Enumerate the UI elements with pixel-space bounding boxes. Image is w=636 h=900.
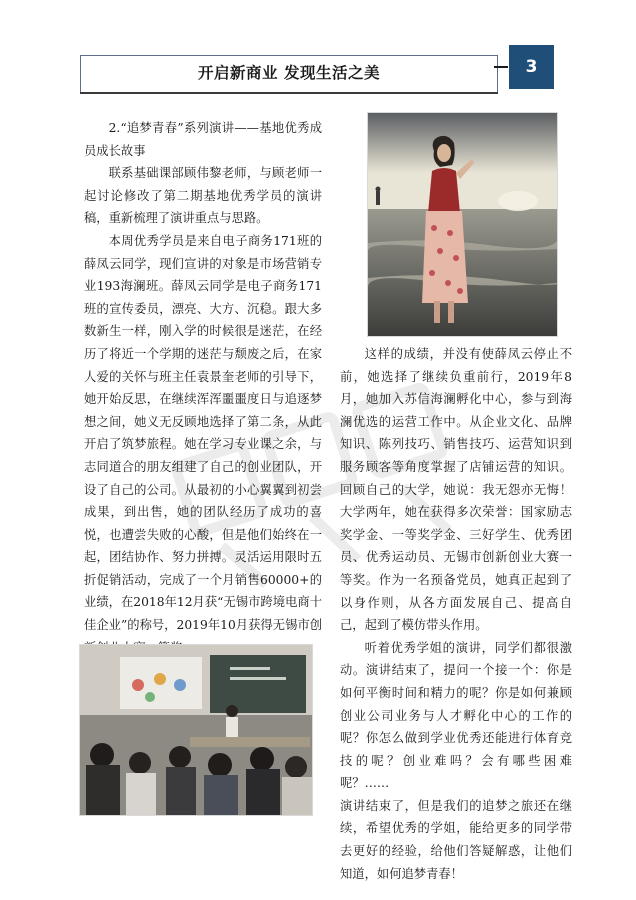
right-paragraph-1: 这样的成绩，并没有使薛凤云停止不前，她选择了继续负重前行，2019年8月，她加入苏信海澜孵化中心，参与到海澜优选的运营工作中。从企业文化、品牌知识、陈列技巧、销售技巧、运营知识到服务顾客等角度掌握了店铺运营的知识。回顾自己的大学，她说：我无怨亦无悔！大学两年，她在获得多次荣誉：国家励志奖学金、一等奖学金、三好学生、优秀团员、优秀运动员、无锡市创新创业大赛一等奖。作为一名预备党员，她真正起到了以身作则，从各方面发展自己、提高自己，起到了模仿带头作用。	[340, 347, 572, 633]
page-number-badge: 3	[509, 45, 554, 89]
right-closing-paragraph: 演讲结束了，但是我们的追梦之旅还在继续，希望优秀的学姐，能给更多的同学带去更好的经验，给他们答疑解惑，让他们知道，如何追梦青春！	[340, 798, 572, 881]
classroom-photo	[80, 645, 312, 815]
left-paragraph-1: 联系基础课部顾伟黎老师，与顾老师一起讨论修改了第二期基地优秀学员的演讲稿，重新梳理了演讲重点与思路。	[84, 166, 322, 226]
left-paragraph-2: 本周优秀学员是来自电子商务171班的薛凤云同学，现们宣讲的对象是市场营销专业193海澜班。薛凤云同学是电子商务171班的宣传委员，漂亮、大方、沉稳。跟大多数新生一样，刚入学的时候很是迷茫，在经历了将近一个学期的迷茫与颓废之后，在家人爱的关怀与班主任袁景奎老师的引导下，她开始反思，在继续浑浑噩噩度日与追逐梦想之间，她义无反顾地选择了第二条，从此开启了筑梦旅程。她在学习专业课之余，与志同道合的朋友组建了自己的创业团队，开设了自己的公司。从最初的小心翼翼到初尝成果，到出售，她的团队经历了成功的喜悦，也遭尝失败的心酸，但是他们始终在一起，团结协作、努力拼搏。灵活运用限时五折促销活动，完成了一个月销售60000+的业绩，在2018年12月获“无锡市跨境电商十佳企业”的称号，2019年10月获得无锡市创	[84, 233, 322, 633]
page-title: 开启新商业 发现生活之美	[198, 64, 380, 82]
beach-photo-image	[368, 113, 557, 336]
left-column-text	[84, 117, 322, 659]
right-paragraph-2: 听着优秀学姐的演讲，同学们都很激动。演讲结束了，提问一个接一个：你是如何平衡时间和精力的呢？你是如何兼顾创业公司业务与人才孵化中心的工作的呢？你怎么做到学业优秀还能进行体育竞技的呢？创业难吗？会有哪些困难呢？……	[340, 640, 572, 791]
section-heading: 2.“追梦青春”系列演讲——基地优秀成员成长故事	[84, 121, 322, 158]
classroom-photo-image	[80, 645, 312, 815]
header-bottom-rule	[80, 92, 498, 94]
beach-photo	[368, 113, 557, 336]
right-column-text	[340, 343, 572, 885]
